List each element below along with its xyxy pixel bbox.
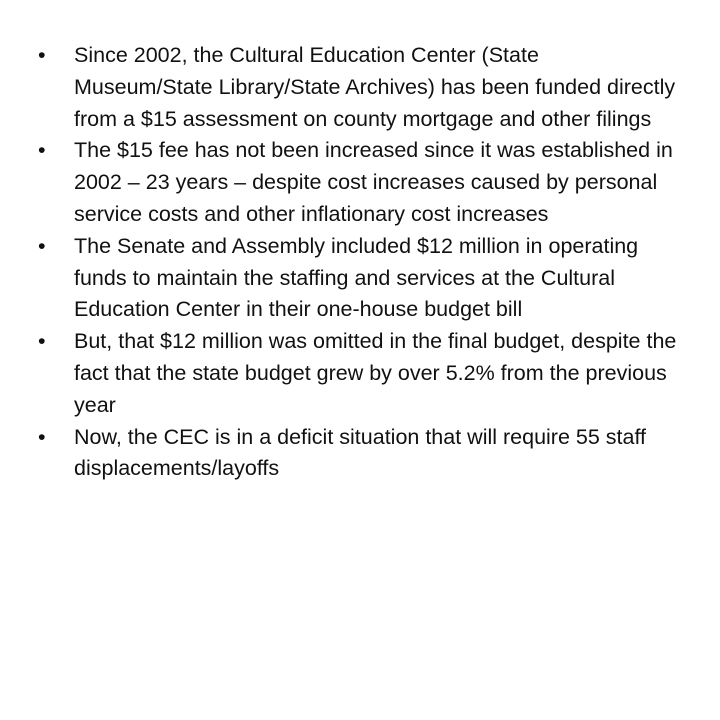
bullet-text: Since 2002, the Cultural Education Center (State Museum/State Library/State Archives) has been funded directly from a $15 assessment on county mortgage and other filings <box>74 43 676 131</box>
bullet-text: The Senate and Assembly included $12 million in operating funds to maintain the staffing and services at the Cultural Education Center in their one-house budget bill <box>74 233 639 322</box>
bullet-text: But, that $12 million was omitted in the final budget, despite the fact that the state budget grew by over 5.2% from the previous year <box>74 329 677 417</box>
list-item <box>38 326 678 421</box>
bullet-dot-icon: • <box>38 233 46 258</box>
bullet-text: The $15 fee has not been increased since it was established in 2002 – 23 years – despite cost increases caused by personal service costs and other inflationary cost increases <box>74 138 673 226</box>
bullet-dot-icon: • <box>38 424 46 449</box>
list-item <box>38 40 678 135</box>
bullet-dot-icon: • <box>38 138 46 163</box>
bullet-dot-icon: • <box>38 43 46 67</box>
bullet-list <box>38 40 678 485</box>
list-item <box>38 231 678 326</box>
bullet-dot-icon: • <box>38 329 46 354</box>
list-item <box>38 135 678 230</box>
bullet-text: Now, the CEC is in a deficit situation that will require 55 staff displacements/layoffs <box>74 424 647 481</box>
list-item <box>38 422 678 486</box>
